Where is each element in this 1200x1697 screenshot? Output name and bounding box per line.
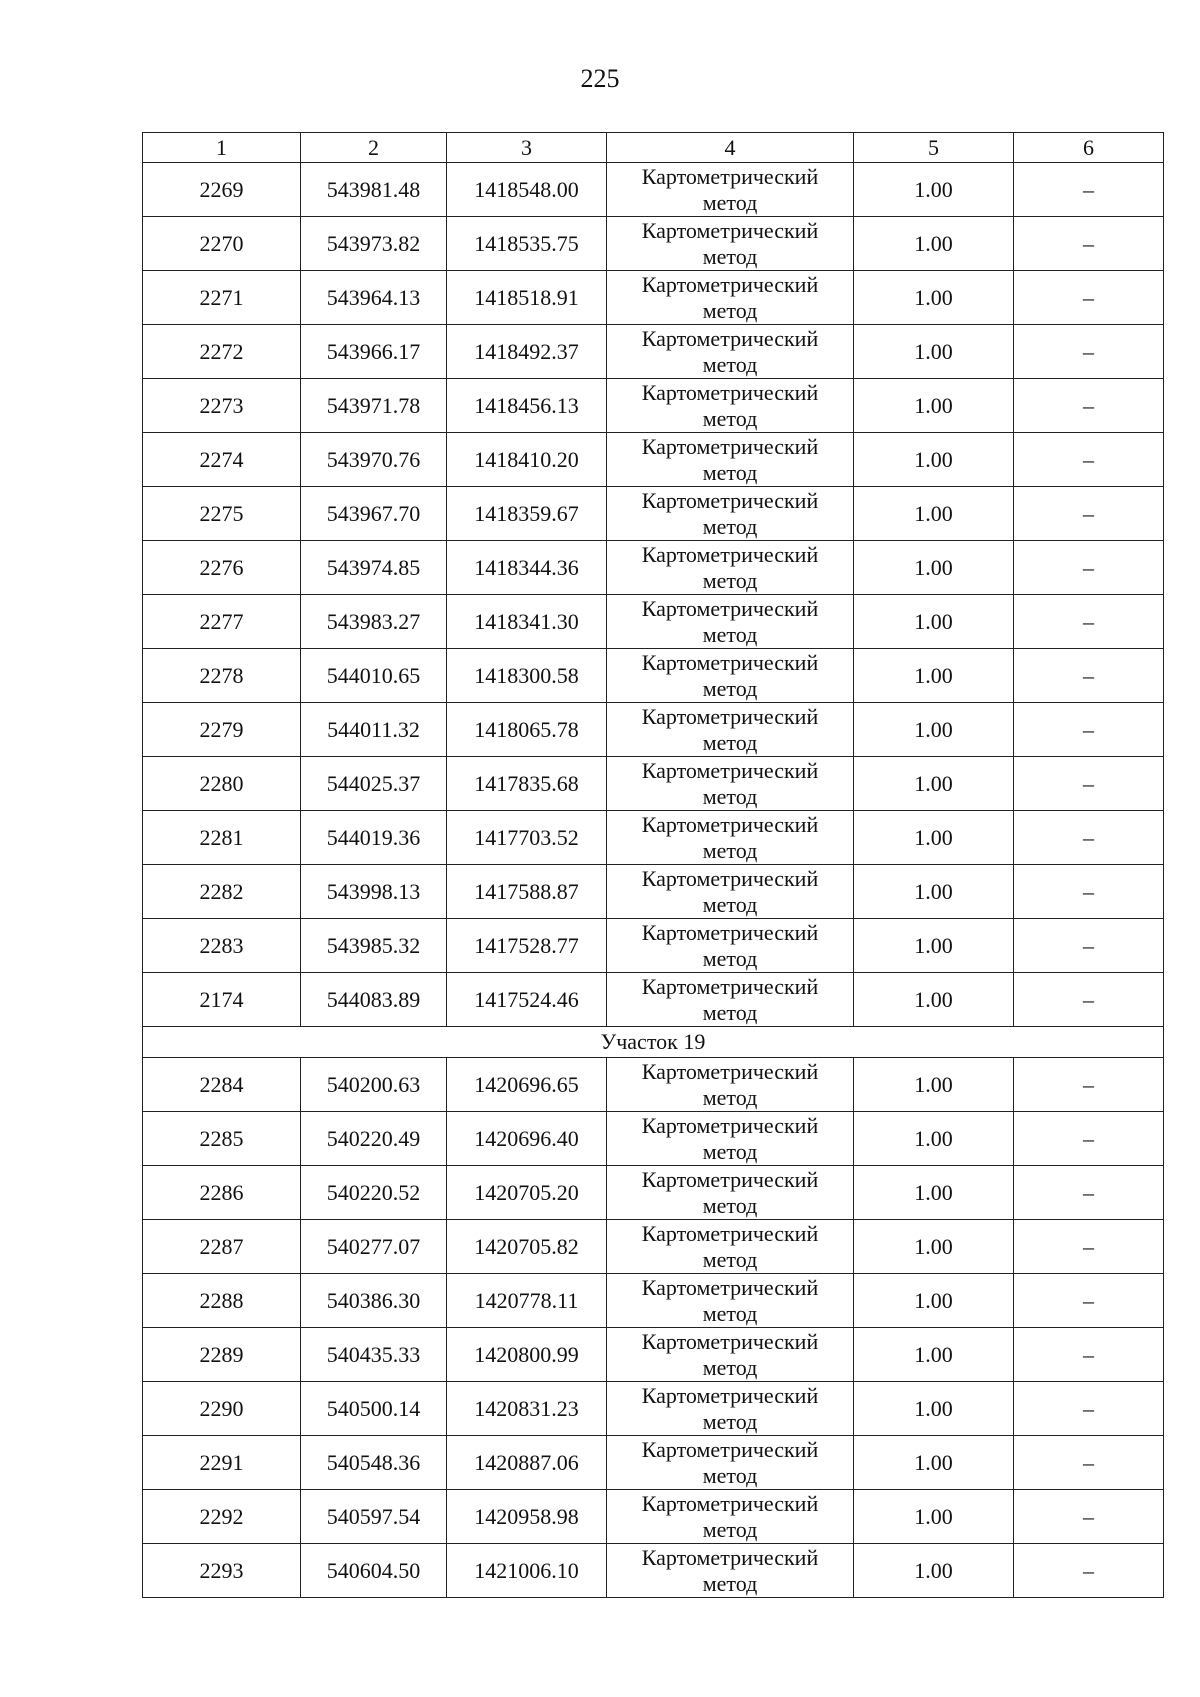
method-line-2: метод xyxy=(702,1354,758,1380)
method-cell xyxy=(607,595,854,649)
y-coordinate-cell: 1420696.65 xyxy=(447,1058,607,1112)
accuracy-cell: 1.00 xyxy=(854,1220,1014,1274)
table-row xyxy=(143,163,1164,217)
column-header-5: 5 xyxy=(854,133,1014,163)
point-number-cell: 2270 xyxy=(143,217,301,271)
table-row xyxy=(143,1382,1164,1436)
accuracy-cell: 1.00 xyxy=(854,811,1014,865)
method-line-2: метод xyxy=(702,243,758,269)
point-number-cell: 2286 xyxy=(143,1166,301,1220)
method-line-2: метод xyxy=(702,1516,758,1542)
x-coordinate-cell: 543998.13 xyxy=(301,865,447,919)
y-coordinate-cell: 1418300.58 xyxy=(447,649,607,703)
x-coordinate-cell: 544083.89 xyxy=(301,973,447,1027)
y-coordinate-cell: 1418492.37 xyxy=(447,325,607,379)
y-coordinate-cell: 1418341.30 xyxy=(447,595,607,649)
y-coordinate-cell: 1420705.20 xyxy=(447,1166,607,1220)
note-cell: – xyxy=(1014,1490,1164,1544)
point-number-cell: 2277 xyxy=(143,595,301,649)
x-coordinate-cell: 540500.14 xyxy=(301,1382,447,1436)
method-cell xyxy=(607,1490,854,1544)
y-coordinate-cell: 1418410.20 xyxy=(447,433,607,487)
method-cell xyxy=(607,919,854,973)
x-coordinate-cell: 543967.70 xyxy=(301,487,447,541)
note-cell: – xyxy=(1014,379,1164,433)
point-number-cell: 2291 xyxy=(143,1436,301,1490)
table-row xyxy=(143,811,1164,865)
method-line-1: Картометрический xyxy=(641,217,819,243)
y-coordinate-cell: 1418535.75 xyxy=(447,217,607,271)
coordinates-table xyxy=(142,132,1164,1598)
x-coordinate-cell: 540435.33 xyxy=(301,1328,447,1382)
x-coordinate-cell: 543966.17 xyxy=(301,325,447,379)
note-cell: – xyxy=(1014,487,1164,541)
method-line-2: метод xyxy=(702,1192,758,1218)
note-cell: – xyxy=(1014,1436,1164,1490)
method-line-2: метод xyxy=(702,999,758,1025)
table-row xyxy=(143,1274,1164,1328)
method-cell xyxy=(607,379,854,433)
column-header-4: 4 xyxy=(607,133,854,163)
method-cell xyxy=(607,811,854,865)
method-cell xyxy=(607,757,854,811)
y-coordinate-cell: 1418344.36 xyxy=(447,541,607,595)
method-line-2: метод xyxy=(702,1246,758,1272)
accuracy-cell: 1.00 xyxy=(854,865,1014,919)
y-coordinate-cell: 1420705.82 xyxy=(447,1220,607,1274)
point-number-cell: 2283 xyxy=(143,919,301,973)
accuracy-cell: 1.00 xyxy=(854,1328,1014,1382)
method-cell xyxy=(607,1328,854,1382)
method-cell xyxy=(607,649,854,703)
point-number-cell: 2282 xyxy=(143,865,301,919)
y-coordinate-cell: 1420696.40 xyxy=(447,1112,607,1166)
accuracy-cell: 1.00 xyxy=(854,1058,1014,1112)
x-coordinate-cell: 540200.63 xyxy=(301,1058,447,1112)
accuracy-cell: 1.00 xyxy=(854,1274,1014,1328)
method-line-2: метод xyxy=(702,1084,758,1110)
table-row xyxy=(143,1058,1164,1112)
accuracy-cell: 1.00 xyxy=(854,379,1014,433)
header-row xyxy=(143,133,1164,163)
accuracy-cell: 1.00 xyxy=(854,1382,1014,1436)
note-cell: – xyxy=(1014,865,1164,919)
x-coordinate-cell: 543970.76 xyxy=(301,433,447,487)
x-coordinate-cell: 544019.36 xyxy=(301,811,447,865)
point-number-cell: 2276 xyxy=(143,541,301,595)
table-row xyxy=(143,595,1164,649)
note-cell: – xyxy=(1014,271,1164,325)
point-number-cell: 2280 xyxy=(143,757,301,811)
table-row xyxy=(143,1328,1164,1382)
table-row xyxy=(143,1220,1164,1274)
accuracy-cell: 1.00 xyxy=(854,325,1014,379)
point-number-cell: 2293 xyxy=(143,1544,301,1598)
x-coordinate-cell: 543971.78 xyxy=(301,379,447,433)
accuracy-cell: 1.00 xyxy=(854,703,1014,757)
method-cell xyxy=(607,433,854,487)
table-row xyxy=(143,217,1164,271)
y-coordinate-cell: 1417588.87 xyxy=(447,865,607,919)
section-row xyxy=(143,1027,1164,1058)
table-row xyxy=(143,487,1164,541)
accuracy-cell: 1.00 xyxy=(854,1490,1014,1544)
note-cell: – xyxy=(1014,1220,1164,1274)
y-coordinate-cell: 1420778.11 xyxy=(447,1274,607,1328)
table-row xyxy=(143,541,1164,595)
method-cell xyxy=(607,865,854,919)
y-coordinate-cell: 1421006.10 xyxy=(447,1544,607,1598)
method-cell xyxy=(607,1166,854,1220)
point-number-cell: 2290 xyxy=(143,1382,301,1436)
note-cell: – xyxy=(1014,1274,1164,1328)
table-row xyxy=(143,1112,1164,1166)
method-line-2: метод xyxy=(702,675,758,701)
y-coordinate-cell: 1417524.46 xyxy=(447,973,607,1027)
method-cell xyxy=(607,1058,854,1112)
accuracy-cell: 1.00 xyxy=(854,433,1014,487)
point-number-cell: 2278 xyxy=(143,649,301,703)
note-cell: – xyxy=(1014,1112,1164,1166)
method-line-1: Картометрический xyxy=(641,703,819,729)
method-line-1: Картометрический xyxy=(641,1382,819,1408)
y-coordinate-cell: 1417528.77 xyxy=(447,919,607,973)
note-cell: – xyxy=(1014,541,1164,595)
note-cell: – xyxy=(1014,595,1164,649)
method-line-2: метод xyxy=(702,1408,758,1434)
note-cell: – xyxy=(1014,163,1164,217)
y-coordinate-cell: 1418359.67 xyxy=(447,487,607,541)
column-header-1: 1 xyxy=(143,133,301,163)
table-row xyxy=(143,973,1164,1027)
method-cell xyxy=(607,1220,854,1274)
x-coordinate-cell: 540220.52 xyxy=(301,1166,447,1220)
method-line-1: Картометрический xyxy=(641,325,819,351)
method-line-2: метод xyxy=(702,1138,758,1164)
x-coordinate-cell: 543983.27 xyxy=(301,595,447,649)
note-cell: – xyxy=(1014,973,1164,1027)
table-body xyxy=(143,163,1164,1598)
method-line-1: Картометрический xyxy=(641,1112,819,1138)
point-number-cell: 2287 xyxy=(143,1220,301,1274)
method-line-2: метод xyxy=(702,567,758,593)
method-line-1: Картометрический xyxy=(641,1328,819,1354)
note-cell: – xyxy=(1014,919,1164,973)
method-line-1: Картометрический xyxy=(641,1274,819,1300)
y-coordinate-cell: 1417835.68 xyxy=(447,757,607,811)
method-line-2: метод xyxy=(702,891,758,917)
x-coordinate-cell: 540386.30 xyxy=(301,1274,447,1328)
point-number-cell: 2284 xyxy=(143,1058,301,1112)
method-cell xyxy=(607,1544,854,1598)
point-number-cell: 2289 xyxy=(143,1328,301,1382)
point-number-cell: 2281 xyxy=(143,811,301,865)
table-row xyxy=(143,757,1164,811)
point-number-cell: 2275 xyxy=(143,487,301,541)
accuracy-cell: 1.00 xyxy=(854,919,1014,973)
y-coordinate-cell: 1418456.13 xyxy=(447,379,607,433)
method-cell xyxy=(607,271,854,325)
method-line-1: Картометрический xyxy=(641,487,819,513)
point-number-cell: 2279 xyxy=(143,703,301,757)
method-cell xyxy=(607,1436,854,1490)
accuracy-cell: 1.00 xyxy=(854,541,1014,595)
accuracy-cell: 1.00 xyxy=(854,649,1014,703)
method-cell xyxy=(607,541,854,595)
point-number-cell: 2288 xyxy=(143,1274,301,1328)
method-line-1: Картометрический xyxy=(641,757,819,783)
method-line-1: Картометрический xyxy=(641,1220,819,1246)
accuracy-cell: 1.00 xyxy=(854,1436,1014,1490)
x-coordinate-cell: 540220.49 xyxy=(301,1112,447,1166)
method-line-2: метод xyxy=(702,945,758,971)
method-line-2: метод xyxy=(702,351,758,377)
y-coordinate-cell: 1420831.23 xyxy=(447,1382,607,1436)
method-line-1: Картометрический xyxy=(641,1490,819,1516)
table-row xyxy=(143,1544,1164,1598)
accuracy-cell: 1.00 xyxy=(854,595,1014,649)
table-row xyxy=(143,325,1164,379)
note-cell: – xyxy=(1014,1328,1164,1382)
y-coordinate-cell: 1418548.00 xyxy=(447,163,607,217)
table-row xyxy=(143,1490,1164,1544)
point-number-cell: 2274 xyxy=(143,433,301,487)
method-line-1: Картометрический xyxy=(641,595,819,621)
accuracy-cell: 1.00 xyxy=(854,1166,1014,1220)
column-header-2: 2 xyxy=(301,133,447,163)
method-line-1: Картометрический xyxy=(641,1166,819,1192)
table-row xyxy=(143,433,1164,487)
page-number: 225 xyxy=(580,64,620,93)
accuracy-cell: 1.00 xyxy=(854,973,1014,1027)
method-cell xyxy=(607,163,854,217)
note-cell: – xyxy=(1014,1382,1164,1436)
method-cell xyxy=(607,325,854,379)
method-line-1: Картометрический xyxy=(641,811,819,837)
accuracy-cell: 1.00 xyxy=(854,271,1014,325)
method-line-1: Картометрический xyxy=(641,1058,819,1084)
note-cell: – xyxy=(1014,811,1164,865)
method-cell xyxy=(607,703,854,757)
y-coordinate-cell: 1417703.52 xyxy=(447,811,607,865)
y-coordinate-cell: 1420887.06 xyxy=(447,1436,607,1490)
note-cell: – xyxy=(1014,757,1164,811)
method-line-1: Картометрический xyxy=(641,541,819,567)
x-coordinate-cell: 543981.48 xyxy=(301,163,447,217)
column-header-6: 6 xyxy=(1014,133,1164,163)
point-number-cell: 2285 xyxy=(143,1112,301,1166)
method-line-1: Картометрический xyxy=(641,865,819,891)
accuracy-cell: 1.00 xyxy=(854,757,1014,811)
method-line-1: Картометрический xyxy=(641,973,819,999)
x-coordinate-cell: 543974.85 xyxy=(301,541,447,595)
method-line-1: Картометрический xyxy=(641,271,819,297)
x-coordinate-cell: 540597.54 xyxy=(301,1490,447,1544)
table-row xyxy=(143,865,1164,919)
method-line-2: метод xyxy=(702,621,758,647)
method-cell xyxy=(607,973,854,1027)
method-cell xyxy=(607,1382,854,1436)
table-row xyxy=(143,379,1164,433)
x-coordinate-cell: 540277.07 xyxy=(301,1220,447,1274)
y-coordinate-cell: 1418065.78 xyxy=(447,703,607,757)
method-line-1: Картометрический xyxy=(641,433,819,459)
x-coordinate-cell: 543973.82 xyxy=(301,217,447,271)
y-coordinate-cell: 1418518.91 xyxy=(447,271,607,325)
y-coordinate-cell: 1420958.98 xyxy=(447,1490,607,1544)
method-cell xyxy=(607,1112,854,1166)
method-line-2: метод xyxy=(702,189,758,215)
method-cell xyxy=(607,217,854,271)
method-cell xyxy=(607,1274,854,1328)
note-cell: – xyxy=(1014,217,1164,271)
table-row xyxy=(143,1436,1164,1490)
method-line-1: Картометрический xyxy=(641,379,819,405)
method-line-1: Картометрический xyxy=(641,1436,819,1462)
x-coordinate-cell: 544010.65 xyxy=(301,649,447,703)
method-line-2: метод xyxy=(702,459,758,485)
y-coordinate-cell: 1420800.99 xyxy=(447,1328,607,1382)
accuracy-cell: 1.00 xyxy=(854,487,1014,541)
method-line-2: метод xyxy=(702,1300,758,1326)
method-line-1: Картометрический xyxy=(641,163,819,189)
note-cell: – xyxy=(1014,1058,1164,1112)
table-row xyxy=(143,1166,1164,1220)
x-coordinate-cell: 543985.32 xyxy=(301,919,447,973)
method-line-1: Картометрический xyxy=(641,1544,819,1570)
note-cell: – xyxy=(1014,649,1164,703)
section-title: Участок 19 xyxy=(143,1027,1164,1058)
table-row xyxy=(143,271,1164,325)
note-cell: – xyxy=(1014,1166,1164,1220)
x-coordinate-cell: 540548.36 xyxy=(301,1436,447,1490)
method-line-1: Картометрический xyxy=(641,649,819,675)
point-number-cell: 2174 xyxy=(143,973,301,1027)
accuracy-cell: 1.00 xyxy=(854,1544,1014,1598)
column-header-3: 3 xyxy=(447,133,607,163)
table-header xyxy=(143,133,1164,163)
method-line-2: метод xyxy=(702,297,758,323)
method-line-2: метод xyxy=(702,729,758,755)
point-number-cell: 2272 xyxy=(143,325,301,379)
note-cell: – xyxy=(1014,325,1164,379)
point-number-cell: 2269 xyxy=(143,163,301,217)
accuracy-cell: 1.00 xyxy=(854,1112,1014,1166)
table-row xyxy=(143,919,1164,973)
table-row xyxy=(143,703,1164,757)
method-line-2: метод xyxy=(702,837,758,863)
x-coordinate-cell: 544011.32 xyxy=(301,703,447,757)
note-cell: – xyxy=(1014,433,1164,487)
point-number-cell: 2271 xyxy=(143,271,301,325)
x-coordinate-cell: 540604.50 xyxy=(301,1544,447,1598)
note-cell: – xyxy=(1014,1544,1164,1598)
method-line-2: метод xyxy=(702,1570,758,1596)
point-number-cell: 2292 xyxy=(143,1490,301,1544)
table-row xyxy=(143,649,1164,703)
method-line-1: Картометрический xyxy=(641,919,819,945)
accuracy-cell: 1.00 xyxy=(854,163,1014,217)
method-line-2: метод xyxy=(702,513,758,539)
point-number-cell: 2273 xyxy=(143,379,301,433)
note-cell: – xyxy=(1014,703,1164,757)
x-coordinate-cell: 544025.37 xyxy=(301,757,447,811)
method-line-2: метод xyxy=(702,405,758,431)
x-coordinate-cell: 543964.13 xyxy=(301,271,447,325)
method-line-2: метод xyxy=(702,1462,758,1488)
accuracy-cell: 1.00 xyxy=(854,217,1014,271)
method-line-2: метод xyxy=(702,783,758,809)
method-cell xyxy=(607,487,854,541)
